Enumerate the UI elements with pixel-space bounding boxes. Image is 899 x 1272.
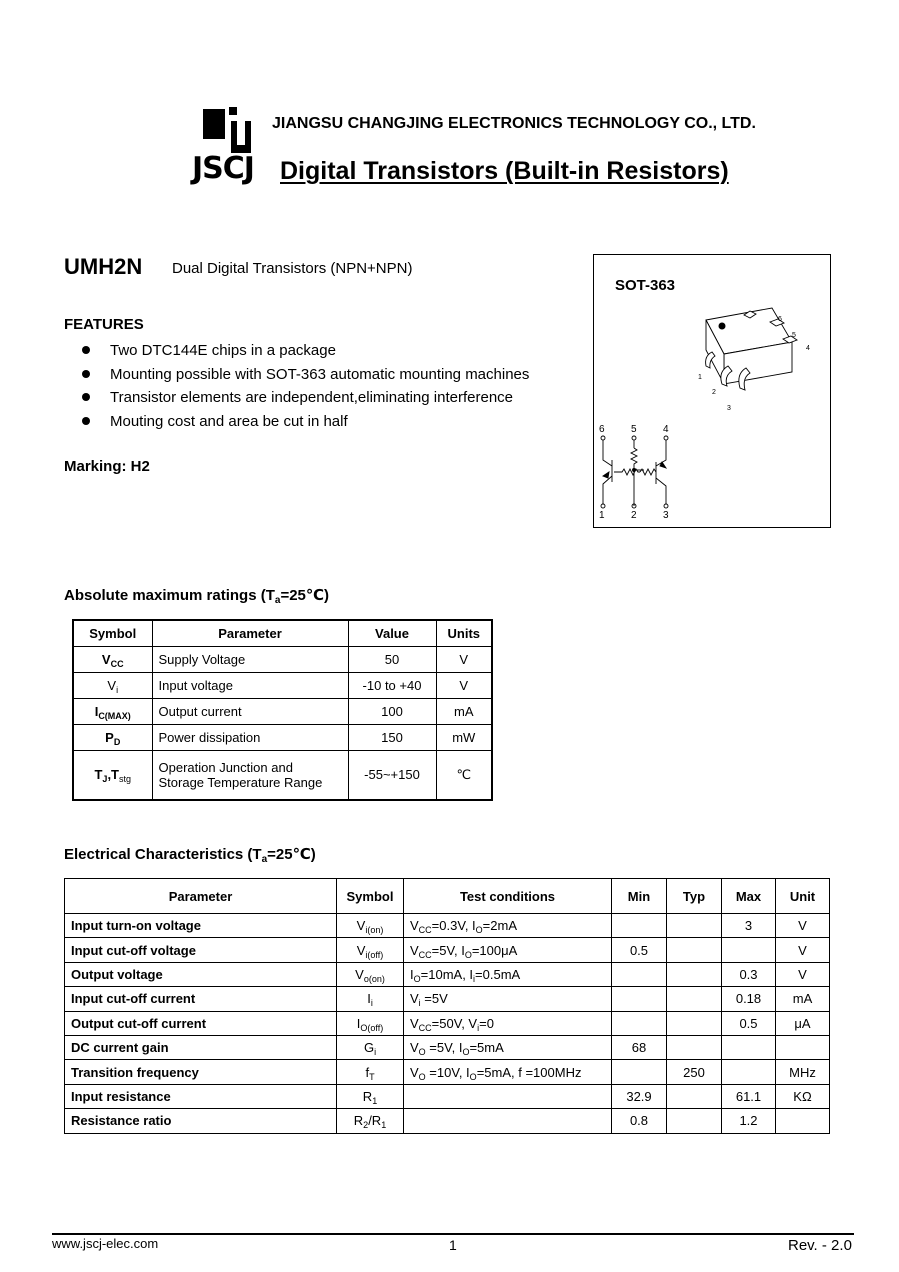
table-row bbox=[65, 938, 830, 962]
test-condition-cell: $V_O =10V$, $I_O=5mA$, f =100MHz bbox=[404, 1060, 612, 1084]
test-condition-cell: $V_{CC}=5V$, $I_O=100\mu A$ bbox=[404, 938, 612, 962]
unit-cell: V bbox=[436, 646, 492, 672]
unit-cell: mW bbox=[436, 724, 492, 750]
bottom-pin-label: 1 bbox=[599, 510, 605, 521]
typ-cell bbox=[667, 914, 722, 938]
symbol-cell: $P_D$ bbox=[73, 724, 152, 750]
symbol-cell: $V_{o(on)}$ bbox=[337, 962, 404, 986]
parameter-cell: Operation Junction and Storage Temperature Range bbox=[152, 750, 348, 800]
footer-divider bbox=[52, 1233, 854, 1235]
table-row bbox=[73, 750, 492, 800]
symbol-cell: $G_i$ bbox=[337, 1035, 404, 1059]
parameter-cell: DC current gain bbox=[65, 1035, 337, 1059]
unit-cell: V bbox=[776, 938, 830, 962]
table-row bbox=[65, 962, 830, 986]
table-row bbox=[65, 1011, 830, 1035]
table-row bbox=[65, 1035, 830, 1059]
col-header: Max bbox=[722, 879, 776, 914]
internal-schematic bbox=[599, 424, 669, 521]
table-header-row bbox=[65, 879, 830, 914]
part-number: UMH2N bbox=[64, 254, 143, 279]
min-cell bbox=[612, 1060, 667, 1084]
min-cell: 0.5 bbox=[612, 938, 667, 962]
col-header: Min bbox=[612, 879, 667, 914]
unit-cell: mA bbox=[436, 698, 492, 724]
marking-label: Marking: H2 bbox=[64, 458, 150, 475]
package-body-pin-label: 1 bbox=[698, 374, 702, 381]
max-cell: 3 bbox=[722, 914, 776, 938]
typ-cell: 250 bbox=[667, 1060, 722, 1084]
package-drawing bbox=[594, 300, 830, 525]
typ-cell bbox=[667, 987, 722, 1011]
parameter-cell: Input turn-on voltage bbox=[65, 914, 337, 938]
page-number: 1 bbox=[449, 1237, 457, 1253]
feature-item bbox=[82, 386, 529, 410]
max-cell: 0.18 bbox=[722, 987, 776, 1011]
col-header: Value bbox=[348, 620, 436, 646]
test-condition-cell bbox=[404, 1084, 612, 1108]
max-cell: 61.1 bbox=[722, 1084, 776, 1108]
max-cell: 1.2 bbox=[722, 1109, 776, 1133]
test-condition-cell: $V_{CC}=0.3V$, $I_O=2mA$ bbox=[404, 914, 612, 938]
min-cell: 68 bbox=[612, 1035, 667, 1059]
company-logo-mark bbox=[203, 107, 251, 153]
feature-text: Mouting cost and area be cut in half bbox=[110, 412, 348, 430]
symbol-cell: $V_{i(on)}$ bbox=[337, 914, 404, 938]
col-header: Parameter bbox=[152, 620, 348, 646]
symbol-cell: $V_{CC}$ bbox=[73, 646, 152, 672]
company-name: JIANGSU CHANGJING ELECTRONICS TECHNOLOGY CO., LTD. bbox=[272, 115, 756, 132]
abs-max-table bbox=[72, 619, 493, 801]
bullet-icon bbox=[82, 417, 90, 425]
table-row bbox=[73, 724, 492, 750]
min-cell bbox=[612, 1011, 667, 1035]
package-body-pin-label: 6 bbox=[778, 316, 782, 323]
col-header: Parameter bbox=[65, 879, 337, 914]
unit-cell: ℃ bbox=[436, 750, 492, 800]
col-header: Symbol bbox=[337, 879, 404, 914]
unit-cell: MHz bbox=[776, 1060, 830, 1084]
pin1-dot-icon bbox=[719, 323, 726, 330]
unit-cell: KΩ bbox=[776, 1084, 830, 1108]
min-cell: 0.8 bbox=[612, 1109, 667, 1133]
typ-cell bbox=[667, 1011, 722, 1035]
feature-text: Transistor elements are independent,eliminating interference bbox=[110, 389, 514, 406]
parameter-cell: Transition frequency bbox=[65, 1060, 337, 1084]
symbol-cell: $R_1$ bbox=[337, 1084, 404, 1108]
unit-cell: V bbox=[776, 962, 830, 986]
value-cell: 50 bbox=[348, 646, 436, 672]
col-header: Symbol bbox=[73, 620, 152, 646]
feature-text: Two DTC144E chips in a package bbox=[110, 342, 336, 359]
symbol-cell: $I_{C(MAX)}$ bbox=[73, 698, 152, 724]
value-cell: 150 bbox=[348, 724, 436, 750]
symbol-cell: $f_T$ bbox=[337, 1060, 404, 1084]
parameter-cell: Input cut-off current bbox=[65, 987, 337, 1011]
max-cell bbox=[722, 1035, 776, 1059]
table-row bbox=[65, 914, 830, 938]
parameter-cell: Input resistance bbox=[65, 1084, 337, 1108]
parameter-cell: Output current bbox=[152, 698, 348, 724]
col-header: Unit bbox=[776, 879, 830, 914]
part-description: Dual Digital Transistors (NPN+NPN) bbox=[172, 260, 413, 277]
package-title: SOT-363 bbox=[615, 277, 676, 294]
col-header: Units bbox=[436, 620, 492, 646]
bullet-icon bbox=[82, 370, 90, 378]
bullet-icon bbox=[82, 393, 90, 401]
feature-item bbox=[82, 339, 529, 363]
max-cell bbox=[722, 938, 776, 962]
document-title: Digital Transistors (Built-in Resistors) bbox=[280, 157, 729, 185]
bottom-pin-label: 3 bbox=[663, 510, 669, 521]
typ-cell bbox=[667, 1109, 722, 1133]
table-row bbox=[65, 1109, 830, 1133]
value-cell: -10 to +40 bbox=[348, 672, 436, 698]
unit-cell: μA bbox=[776, 1011, 830, 1035]
col-header: Test conditions bbox=[404, 879, 612, 914]
max-cell bbox=[722, 1060, 776, 1084]
parameter-cell: Resistance ratio bbox=[65, 1109, 337, 1133]
package-body-pin-label: 3 bbox=[727, 405, 731, 412]
table-row bbox=[65, 987, 830, 1011]
table-row bbox=[73, 698, 492, 724]
feature-item bbox=[82, 363, 529, 387]
test-condition-cell: $V_O =5V$, $I_O=5mA$ bbox=[404, 1035, 612, 1059]
top-pin-label: 5 bbox=[631, 424, 637, 435]
min-cell bbox=[612, 987, 667, 1011]
parameter-cell: Output voltage bbox=[65, 962, 337, 986]
feature-text: Mounting possible with SOT-363 automatic mounting machines bbox=[110, 365, 530, 383]
revision-label: Rev. - 2.0 bbox=[788, 1237, 852, 1254]
typ-cell bbox=[667, 1035, 722, 1059]
parameter-cell: Power dissipation bbox=[152, 724, 348, 750]
abs-max-title: Absolute maximum ratings $(T_a=25℃)$ bbox=[64, 587, 330, 606]
table-row bbox=[65, 1084, 830, 1108]
test-condition-cell: $V_{CC}=50V$, $V_i=0$ bbox=[404, 1011, 612, 1035]
parameter-cell: Input voltage bbox=[152, 672, 348, 698]
top-pin-label: 4 bbox=[663, 424, 669, 435]
max-cell: 0.5 bbox=[722, 1011, 776, 1035]
bottom-pin-label: 2 bbox=[631, 510, 637, 521]
unit-cell: V bbox=[436, 672, 492, 698]
symbol-cell: $T_J,T_{stg}$ bbox=[73, 750, 152, 800]
symbol-cell: $I_i$ bbox=[337, 987, 404, 1011]
symbol-cell: $I_{O(off)}$ bbox=[337, 1011, 404, 1035]
footer-url: www.jscj-elec.com bbox=[52, 1236, 159, 1251]
sot363-package-icon bbox=[706, 308, 797, 390]
max-cell: 0.3 bbox=[722, 962, 776, 986]
typ-cell bbox=[667, 962, 722, 986]
table-header-row bbox=[73, 620, 492, 646]
min-cell bbox=[612, 914, 667, 938]
col-header: Typ bbox=[667, 879, 722, 914]
top-pin-label: 6 bbox=[599, 424, 605, 435]
unit-cell: mA bbox=[776, 987, 830, 1011]
table-row bbox=[73, 672, 492, 698]
table-row bbox=[73, 646, 492, 672]
elec-char-title: Electrical Characteristics $(T_a=25℃)$ bbox=[64, 846, 316, 865]
parameter-cell: Output cut-off current bbox=[65, 1011, 337, 1035]
typ-cell bbox=[667, 1084, 722, 1108]
feature-item bbox=[82, 410, 529, 434]
package-body-pin-label: 5 bbox=[792, 332, 796, 339]
unit-cell bbox=[776, 1035, 830, 1059]
company-logo-text: JSCJ bbox=[192, 151, 254, 186]
test-condition-cell: $V_i =5V$ bbox=[404, 987, 612, 1011]
features-list bbox=[82, 339, 529, 433]
symbol-cell: $V_{i(off)}$ bbox=[337, 938, 404, 962]
value-cell: 100 bbox=[348, 698, 436, 724]
unit-cell bbox=[776, 1109, 830, 1133]
min-cell: 32.9 bbox=[612, 1084, 667, 1108]
elec-char-table bbox=[64, 878, 830, 1134]
min-cell bbox=[612, 962, 667, 986]
parameter-cell: Supply Voltage bbox=[152, 646, 348, 672]
parameter-cell: Input cut-off voltage bbox=[65, 938, 337, 962]
bullet-icon bbox=[82, 346, 90, 354]
symbol-cell: $V_i$ bbox=[73, 672, 152, 698]
package-body-pin-label: 2 bbox=[712, 389, 716, 396]
unit-cell: V bbox=[776, 914, 830, 938]
test-condition-cell: $I_O=10mA$, $I_i=0.5mA$ bbox=[404, 962, 612, 986]
typ-cell bbox=[667, 938, 722, 962]
symbol-cell: $R_2/R_1$ bbox=[337, 1109, 404, 1133]
test-condition-cell bbox=[404, 1109, 612, 1133]
value-cell: -55~+150 bbox=[348, 750, 436, 800]
features-heading: FEATURES bbox=[64, 316, 144, 333]
package-body-pin-label: 4 bbox=[806, 345, 810, 352]
table-row bbox=[65, 1060, 830, 1084]
